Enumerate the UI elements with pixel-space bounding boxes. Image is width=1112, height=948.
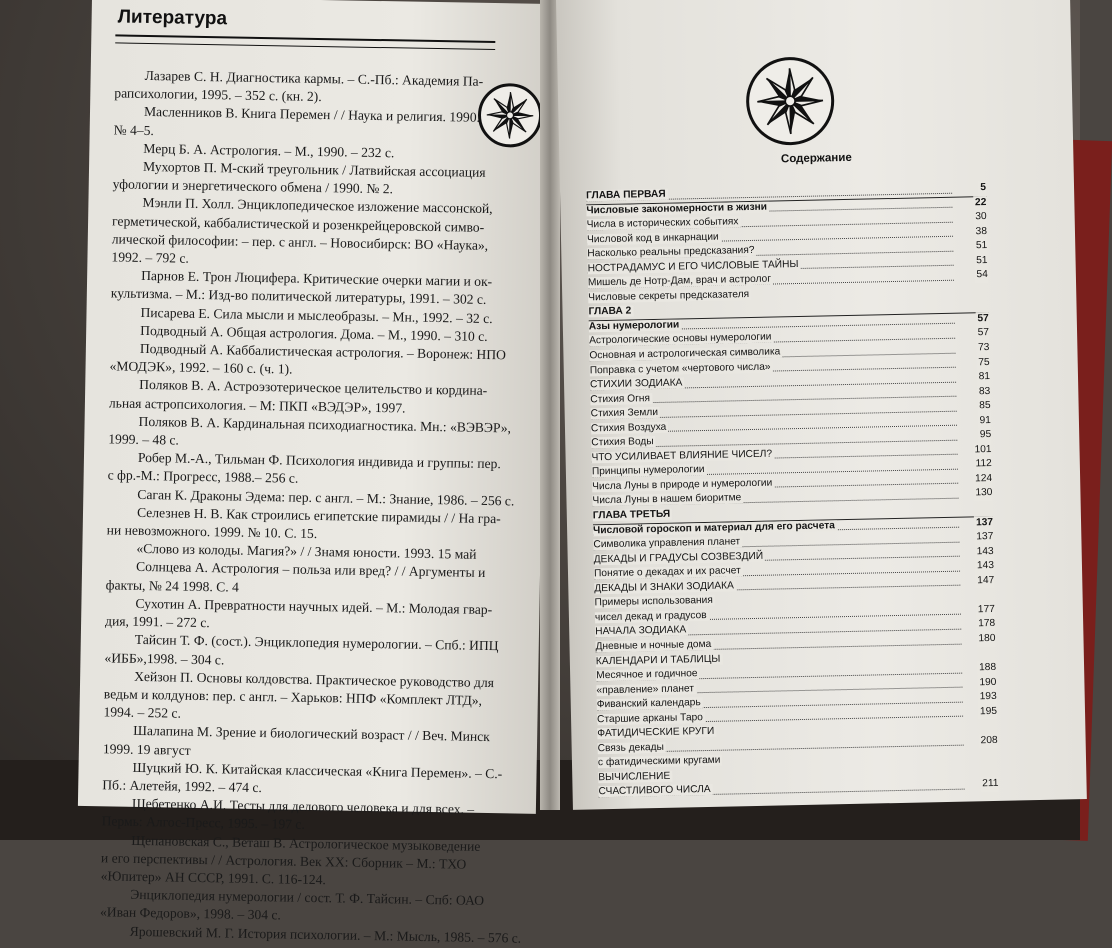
toc-entry-page: 188 <box>977 661 996 676</box>
bibliography-line: Энциклопедия нумерологии / сост. Т. Ф. Тайсин. – Спб: ОАО <box>130 886 485 909</box>
bibliography-line: Масленников В. Книга Перемен / / Наука и религия. 1990. <box>143 104 481 126</box>
bibliography-line: Мэнли П. Холл. Энциклопедическое изложение массонской, <box>142 195 493 217</box>
bibliography-line: «Иван Федоров», 1998. – 304 с. <box>99 904 282 923</box>
toc-entry-page: 193 <box>978 690 997 705</box>
bibliography-line: Селезнев Н. В. Как строились египетские пирамиды / / На гра- <box>136 504 501 527</box>
bibliography-line: ведьм и колдунов: пер. с англ. – Харьков: НПФ «Комплект ЛТД», <box>103 686 483 708</box>
bibliography-line: 1994. – 252 с. <box>103 704 182 721</box>
bibliography-line: льная астропсихология. – М: ПКП «ВЭДЭР», 1997. <box>108 395 406 416</box>
book-spine <box>540 0 560 810</box>
toc-entry-page: 137 <box>974 530 993 545</box>
bibliography-line: Солнцева А. Астрология – польза или вред? / / Аргументы и <box>135 559 486 581</box>
toc-entry-page: 124 <box>973 472 992 487</box>
toc-entry-page: 5 <box>978 181 986 196</box>
right-page <box>556 0 1087 810</box>
toc-entry-title: Символика управления планет <box>593 536 741 551</box>
bibliography-line: Шуцкий Ю. К. Китайская классическая «Книга Перемен». – С.- <box>132 759 503 781</box>
toc-entry-title: Стихия Огня <box>590 392 651 406</box>
bibliography-line: уфологии и энергетического обмена / 1990. № 2. <box>112 176 394 197</box>
bibliography-line: Пермь: Алгос-Пресс, 1995. – 197 с. <box>101 813 305 833</box>
toc-entry-page: 180 <box>976 632 995 647</box>
toc-entry-page: 112 <box>973 457 992 472</box>
toc-entry-page: 57 <box>975 312 989 327</box>
bibliography-line: дия, 1991. – 272 с. <box>104 613 210 631</box>
toc-entry-page: 81 <box>977 370 991 385</box>
toc-entry-page: 54 <box>974 268 988 283</box>
star-center <box>506 112 513 119</box>
toc-entry-page: 83 <box>977 385 991 400</box>
toc-entry-title: ФАТИДИЧЕСКИЕ КРУГИ <box>597 726 715 740</box>
toc-entry-page: 51 <box>974 254 988 269</box>
toc-entry-page: 95 <box>978 428 992 443</box>
bibliography-line: № 4–5. <box>113 122 155 138</box>
bibliography-line: 1992. – 792 с. <box>111 249 190 266</box>
toc-entry-title: НОСТРАДАМУС И ЕГО ЧИСЛОВЫЕ ТАЙНЫ <box>587 258 799 275</box>
toc-entry-title: Насколько реальны предсказания? <box>587 245 755 260</box>
toc-entry-page: 101 <box>972 443 991 458</box>
toc-entry-title: Азы нумерологии <box>588 319 680 333</box>
toc-entry-page: 208 <box>978 734 997 749</box>
bibliography-line: Хейзон П. Основы колдовства. Практическое руководство для <box>134 668 495 690</box>
bibliography-line: «МОДЭК», 1992. – 160 с. (ч. 1). <box>109 358 293 377</box>
bibliography-line: 1999. – 48 с. <box>108 431 180 448</box>
toc-entry-title: Принципы нумерологии <box>591 464 705 478</box>
bibliography-line: ни невозможного. 1999. № 10. С. 15. <box>106 522 318 542</box>
toc-entry-page: 147 <box>975 574 994 589</box>
bibliography-line: факты, № 24 1998. С. 4 <box>105 577 240 595</box>
bibliography-line: «ИББ»,1998. – 304 с. <box>104 649 225 667</box>
toc-entry-title: НАЧАЛА ЗОДИАКА <box>595 624 687 638</box>
toc-entry-title: Старшие арканы Таро <box>596 711 703 725</box>
header-rule <box>115 34 495 43</box>
bibliography-line: «Слово из колоды. Магия?» / / Знамя юности. 1993. 15 май <box>136 541 477 563</box>
toc-entry-title: ГЛАВА ТРЕТЬЯ <box>592 508 671 522</box>
bibliography-line: рапсихологии, 1995. – 352 с. (кн. 2). <box>114 85 322 105</box>
bibliography-line: «Юпитер» АН СССР, 1991. С. 116-124. <box>100 868 327 888</box>
toc-entry-title: Месячное и годичное <box>596 668 698 682</box>
toc-entry-title: СЧАСТЛИВОГО ЧИСЛА <box>598 784 711 798</box>
toc-entry-title: СТИХИИ ЗОДИАКА <box>589 377 683 391</box>
toc-entry-page: 85 <box>977 399 991 414</box>
toc-entry-title: ДЕКАДЫ И ГРАДУСЫ СОЗВЕЗДИЙ <box>593 550 764 566</box>
toc-entry-title: Основная и астрологическая символика <box>589 346 781 362</box>
bibliography-line: Подводный А. Каббалистическая астрология. – Воронеж: НПО <box>139 340 507 363</box>
toc-entry-title: ВЫЧИСЛЕНИЕ <box>598 770 671 784</box>
toc-entry-title: Связь декады <box>597 741 665 755</box>
toc-entry-title: Числа Луны в нашем биоритме <box>592 492 742 507</box>
bibliography-line: герметической, каббалистической и розенкрейцеровской симво- <box>111 213 485 235</box>
table-of-contents <box>586 181 999 800</box>
bibliography-line: Робер М.-А., Тильман Ф. Психология индивида и группы: пер. <box>137 450 501 472</box>
toc-entry-page: 30 <box>973 210 987 225</box>
bibliography-line: лической философии: – пер. с англ. – Новосибирск: ВО «Наука», <box>111 231 489 253</box>
toc-entry-page: 137 <box>974 516 993 531</box>
toc-title: Содержание <box>780 151 852 166</box>
bibliography-line: с фр.-М.: Прогресс, 1988.– 256 с. <box>107 467 299 487</box>
bibliography-line: Поляков В. А. Астроэзотерическое целительство и кордина- <box>139 377 488 399</box>
bibliography-line: Поляков В. А. Кардинальная психодиагностика. Мн.: «ВЭВЭР», <box>138 413 512 436</box>
toc-entry-title: Астрологические основы нумерологии <box>589 332 772 347</box>
bibliography-line: Писарева Е. Сила мысли и мыслеобразы. – Мн., 1992. – 32 с. <box>140 304 493 326</box>
toc-entry-page: 143 <box>975 545 994 560</box>
bibliography-line: Щепановская С., Веташ В. Астрологическое музыковедение <box>131 832 481 854</box>
toc-entry-page: 22 <box>973 196 987 211</box>
toc-entry-title: Стихия Воды <box>591 436 654 449</box>
bibliography-line: Мухортов П. М-ский треугольник / Латвийская ассоциация <box>142 158 486 180</box>
toc-entry-title: ГЛАВА 2 <box>588 305 632 318</box>
toc-entry-page: 195 <box>978 705 997 720</box>
star-emblem-icon <box>745 56 835 146</box>
star-center <box>785 96 795 106</box>
toc-entry-title: Числа в исторических событиях <box>586 216 739 231</box>
bibliography-line: Шалапина М. Зрение и биологический возраст / / Веч. Минск <box>133 723 490 745</box>
toc-entry-title: Дневные и ночные дома <box>595 638 712 653</box>
toc-entry-page: 51 <box>974 239 988 254</box>
bibliography-line: Щебетенко А.И. Тесты для делового человека и для всех. – <box>131 795 475 817</box>
toc-entry-title: с фатидическими кругами <box>597 755 721 769</box>
toc-entry-title: чисел декад и градусов <box>594 609 707 624</box>
toc-entry-title: Числовой гороскоп и материал для его расчета <box>593 519 835 536</box>
toc-entry-title: Стихия Земли <box>590 407 659 420</box>
bibliography-line: Лазарев С. Н. Диагностика кармы. – С.-Пб.: Академия Па- <box>144 67 484 89</box>
toc-entry-title: Понятие о декадах и их расчет <box>593 565 741 580</box>
running-head: Литература <box>117 6 228 30</box>
bibliography-line: и его перспективы / / Астрология. Век XX: Сборник – М.: ТХО <box>100 850 467 872</box>
toc-entry-title: Числовые секреты предсказателя <box>588 288 750 304</box>
toc-entry-title: «правление» планет <box>596 682 695 696</box>
toc-entry-title: КАЛЕНДАРИ И ТАБЛИЦЫ <box>595 653 721 667</box>
left-page <box>78 0 550 946</box>
bibliography-line: Сухотин А. Превратности научных идей. – М.: Молодая гвар- <box>135 595 493 617</box>
toc-entry-title: ДЕКАДЫ И ЗНАКИ ЗОДИАКА <box>594 580 734 595</box>
toc-entry-title: Поправка с учетом «чертового числа» <box>589 361 771 376</box>
toc-entry-title: ЧТО УСИЛИВАЕТ ВЛИЯНИЕ ЧИСЕЛ? <box>591 448 773 464</box>
toc-entry-page: 143 <box>975 559 994 574</box>
toc-entry-page: 190 <box>977 676 996 691</box>
toc-entry-title: Числовой код в инкарнации <box>586 231 719 246</box>
bibliography-list <box>99 66 522 946</box>
toc-entry-title: Примеры использования <box>594 595 713 609</box>
toc-entry-page: 211 <box>980 777 999 792</box>
toc-entry-page: 73 <box>976 341 990 356</box>
toc-entry-title: Числовые закономерности в жизни <box>586 201 768 216</box>
toc-entry-title: ГЛАВА ПЕРВАЯ <box>585 188 666 202</box>
toc-entry-title: Мишель де Нотр-Дам, врач и астролог <box>587 273 772 289</box>
toc-entry-page: 178 <box>976 617 995 632</box>
toc-entry-page: 177 <box>976 603 995 618</box>
bibliography-line: Тайсин Т. Ф. (сост.). Энциклопедия нумерологии. – Спб.: ИПЦ <box>134 632 499 654</box>
star-emblem-svg <box>748 59 832 143</box>
toc-entry-page: 130 <box>973 486 992 501</box>
bibliography-line: Ярошевский М. Г. История психологии. – М.: Мысль, 1985. – 576 с. <box>129 923 522 946</box>
toc-entry-title: Фиванский календарь <box>596 697 701 711</box>
bibliography-line: Подводный А. Общая астрология. Дома. – М., 1990. – 310 с. <box>140 322 488 344</box>
bibliography-line: Пб.: Алетейя, 1992. – 474 с. <box>102 777 263 796</box>
bibliography-line: Саган К. Драконы Эдема: пер. с англ. – М.: Знание, 1986. – 256 с. <box>137 486 515 509</box>
bibliography-line: Парнов Е. Трон Люцифера. Критические очерки магии и ок- <box>141 268 493 290</box>
toc-entry-page: 91 <box>977 414 991 429</box>
toc-entry-title: Стихия Воздуха <box>590 421 667 435</box>
toc-entry-page: 57 <box>976 326 990 341</box>
bibliography-line: культизма. – М.: Изд-во политической литературы, 1991. – 302 с. <box>110 285 487 308</box>
bibliography-line: Мерц Б. А. Астрология. – М., 1990. – 232 с. <box>143 140 395 161</box>
toc-entry-title: Числа Луны в природе и нумерологии <box>592 477 773 493</box>
bibliography-line: 1999. 19 август <box>102 740 191 758</box>
toc-entry-page: 75 <box>976 356 990 371</box>
toc-entry-page: 38 <box>973 225 987 240</box>
header-rule-secondary <box>115 42 495 50</box>
